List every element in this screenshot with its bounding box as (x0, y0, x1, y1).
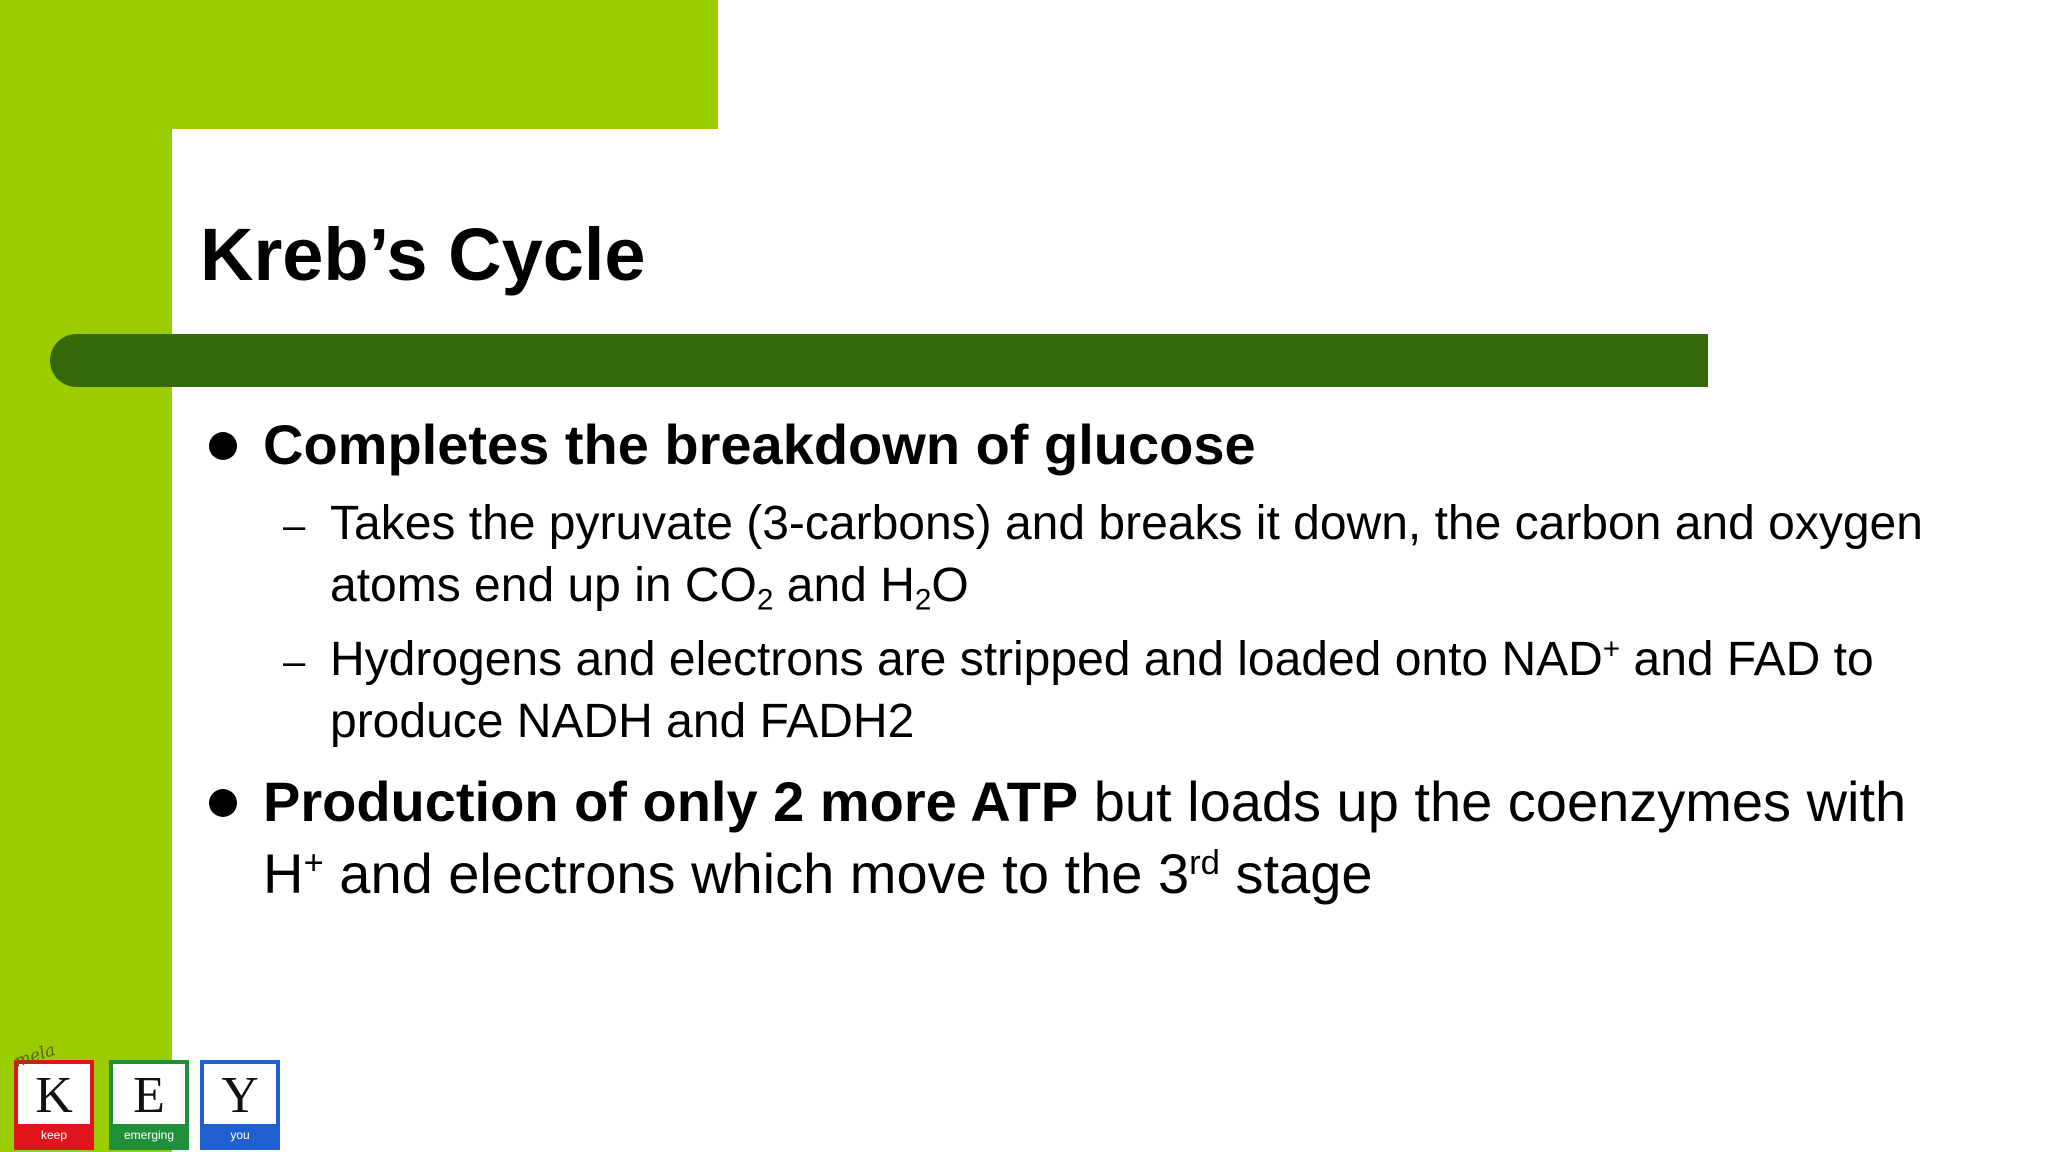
text-segment: and FAD to (1620, 633, 1874, 686)
sub-bullet-2-line-1 (330, 630, 1874, 690)
bullet-2-line-2 (263, 839, 1373, 909)
bullet-1-text: Completes the breakdown of glucose (263, 413, 1256, 476)
logo-word: you (204, 1124, 276, 1146)
logo-tile-e (109, 1060, 189, 1150)
text-segment: O (931, 559, 969, 612)
logo-letter: Y (221, 1067, 259, 1124)
bullet-2-line-1 (263, 767, 1906, 837)
sub-bullet-1-line-1: Takes the pyruvate (3-carbons) and breaks it down, the carbon and oxygen (330, 497, 1923, 550)
sub-bullet-dash: – (283, 504, 306, 548)
top-green-band (0, 0, 718, 129)
superscript: + (1602, 632, 1621, 666)
logo-tile-k (14, 1060, 94, 1150)
logo-word: emerging (113, 1124, 185, 1146)
bullet-dot (209, 432, 237, 460)
key-logo (11, 1040, 286, 1150)
title-underline-bar (50, 334, 1708, 387)
logo-letter: E (133, 1067, 165, 1124)
logo-word: keep (18, 1124, 90, 1146)
logo-tile-y (200, 1060, 280, 1150)
left-green-band (0, 0, 172, 1152)
bullet-dot (209, 789, 237, 817)
text-segment: and electrons which move to the 3 (323, 842, 1190, 905)
subscript: 2 (756, 583, 774, 617)
text-segment: but loads up the coenzymes with (1078, 770, 1907, 833)
bold-text: Production of only 2 more ATP (263, 770, 1079, 833)
subscript: 2 (914, 583, 932, 617)
sub-bullet-1-line-2 (330, 556, 969, 616)
logo-tag: mela (11, 1040, 58, 1072)
superscript: rd (1189, 843, 1220, 882)
superscript: + (303, 843, 324, 882)
text-segment: stage (1219, 842, 1373, 905)
text-segment: Hydrogens and electrons are stripped and loaded onto NAD (330, 633, 1603, 686)
sub-bullet-2-line-2: produce NADH and FADH2 (330, 695, 915, 748)
sub-bullet-dash: – (283, 640, 306, 684)
logo-letter: K (35, 1067, 73, 1124)
text-segment: and H (773, 559, 915, 612)
text-segment: atoms end up in CO (330, 559, 757, 612)
slide-title: Kreb’s Cycle (200, 213, 646, 296)
text-segment: H (263, 842, 304, 905)
